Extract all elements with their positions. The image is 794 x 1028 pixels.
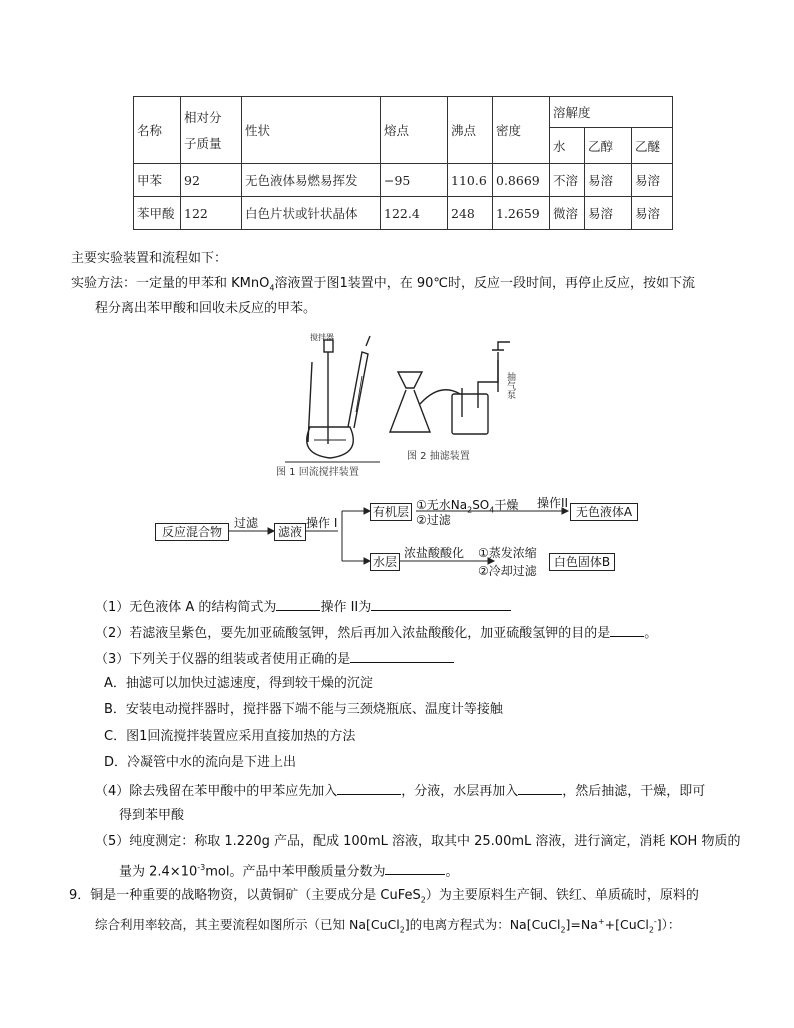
q2-end: 。	[644, 626, 658, 641]
header-solubility: 溶解度	[550, 97, 673, 128]
buchner-funnel	[398, 372, 422, 388]
question-9-cont	[95, 914, 680, 939]
safety-bottle	[452, 394, 488, 434]
flow-product-a: 无色液体A	[570, 503, 638, 521]
pump-label: 抽气泵	[505, 372, 515, 399]
header-melting: 熔点	[381, 97, 448, 164]
cell-ethanol: 易溶	[585, 197, 632, 230]
question-2	[95, 624, 657, 642]
question-5-cont	[119, 860, 458, 880]
figure2-caption: 图 2 抽滤装置	[407, 451, 470, 462]
q5-blank[interactable]	[385, 862, 445, 875]
q2-blank[interactable]	[610, 624, 644, 637]
header-density: 密度	[493, 97, 550, 164]
flow-product-b: 白色固体B	[549, 553, 615, 571]
apparatus-figure	[270, 332, 530, 477]
flow-cool-label: ②冷却过滤	[478, 564, 537, 578]
cell-melting: 122.4	[381, 197, 448, 230]
header-ethanol: 乙醇	[585, 128, 632, 164]
q9-text-b: ）为主要原料生产铜、铁红、单质硫时，原料的	[425, 888, 699, 903]
question-3	[95, 650, 454, 668]
question-1	[95, 598, 511, 616]
q3-text: （3）下列关于仪器的组装或者使用正确的是	[95, 652, 351, 667]
option-b: B．安装电动搅拌器时，搅拌器下端不能与三颈烧瓶底、温度计等接触	[104, 702, 503, 717]
question-4	[95, 782, 705, 800]
q9-sub4: 2	[648, 925, 654, 935]
method-text-a: 实验方法：一定量的甲苯和 KMnO	[71, 276, 270, 291]
q1-text-b: 操作 II为	[320, 600, 372, 615]
flow-aqueous-layer: 水层	[370, 553, 400, 571]
thermometer	[308, 362, 312, 442]
cell-name: 甲苯	[134, 164, 181, 197]
q4-text-c: ，然后抽滤，干燥，即可	[562, 784, 706, 799]
flow-filtrate: 滤液	[274, 523, 306, 541]
figure1-caption: 图 1 回流搅拌装置	[276, 467, 359, 478]
properties-table	[133, 96, 673, 230]
q9-text-e: ]=Na	[565, 917, 598, 933]
header-ether: 乙醚	[632, 128, 673, 164]
question-5: （5）纯度测定：称取 1.220g 产品，配成 100mL 溶液，取其中 25.00mL 溶液，进行滴定，消耗 KOH 物质的	[95, 834, 741, 849]
q9-sup2: -	[653, 917, 657, 926]
q5-sup: -3	[197, 863, 206, 872]
q5-text-c: mol。产品中苯甲酸质量分数为	[205, 864, 386, 880]
cell-boiling: 248	[448, 197, 493, 230]
flow-acidify-label: 浓盐酸酸化	[404, 546, 465, 560]
header-mass-line2: 子质量	[184, 136, 222, 151]
flow-evap-label: ①蒸发浓缩	[478, 546, 537, 560]
flow-filter2-label: ②过滤	[416, 513, 451, 527]
table-row	[134, 197, 673, 230]
header-mass-line1: 相对分	[184, 110, 222, 125]
cell-melting: −95	[381, 164, 448, 197]
cell-density: 0.8669	[493, 164, 550, 197]
option-c: C．图1回流搅拌装置应采用直接加热的方法	[104, 729, 356, 744]
question-9	[69, 888, 699, 909]
q3-blank[interactable]	[350, 650, 454, 663]
dry-sub2: 4	[489, 505, 495, 515]
q4-blank-b[interactable]	[518, 782, 562, 795]
header-mass	[181, 97, 242, 164]
method-continuation: 程分离出苯甲酸和回收未反应的甲苯。	[95, 301, 317, 316]
flow-op2-label: 操作II	[537, 496, 569, 510]
cell-boiling: 110.6	[448, 164, 493, 197]
flow-start: 反应混合物	[155, 523, 229, 541]
intro-text: 主要实验装置和流程如下：	[71, 251, 228, 266]
q5-end: 。	[445, 864, 459, 880]
cell-mass: 92	[181, 164, 242, 197]
q9-text-a: 9．铜是一种重要的战略物资，以黄铜矿（主要成分是 CuFeS	[69, 888, 421, 903]
option-a: A．抽滤可以加快过滤速度，得到较干燥的沉淀	[104, 676, 373, 691]
condenser	[348, 352, 368, 428]
three-neck-flask	[307, 427, 354, 458]
cell-water: 微溶	[550, 197, 585, 230]
header-water: 水	[550, 128, 585, 164]
cell-ether: 易溶	[632, 197, 673, 230]
q4-text-b: ，分液，水层再加入	[401, 784, 519, 799]
q1-blank-a[interactable]	[276, 598, 320, 611]
q9-text-g: ]）：	[656, 917, 681, 933]
q9-text-f: +[CuCl	[604, 917, 649, 933]
q9-text-c: 综合利用率较高，其主要流程如图所示（已知 Na[CuCl	[95, 917, 400, 933]
header-name: 名称	[134, 97, 181, 164]
cell-mass: 122	[181, 197, 242, 230]
q1-blank-b[interactable]	[371, 598, 511, 611]
option-d: D．冷凝管中水的流向是下进上出	[104, 755, 297, 770]
flow-filter-label: 过滤	[234, 516, 259, 530]
header-property: 性状	[242, 97, 381, 164]
q9-sup: +	[597, 917, 605, 926]
q4-blank-a[interactable]	[337, 782, 401, 795]
dry-a: ①无水Na	[416, 498, 468, 512]
dry-sub: 2	[467, 505, 473, 515]
q2-text: （2）若滤液呈紫色，要先加亚硫酸氢钾，然后再加入浓盐酸酸化，加亚硫酸氢钾的目的是	[95, 626, 611, 641]
stirrer-label: 搅拌器	[310, 333, 334, 342]
q9-sub: 2	[420, 895, 426, 905]
q9-sub2: 2	[399, 925, 405, 935]
question-4-cont: 得到苯甲酸	[119, 808, 185, 823]
method-line	[71, 276, 695, 297]
cell-ether: 易溶	[632, 164, 673, 197]
method-text-b: 溶液置于图1装置中，在 90℃时，反应一段时间，再停止反应，按如下流	[274, 276, 695, 291]
q1-text: （1）无色液体 A 的结构简式为	[95, 600, 277, 615]
q4-text-a: （4）除去残留在苯甲酸中的甲苯应先加入	[95, 784, 338, 799]
dry-c: 干燥	[494, 498, 519, 512]
cell-ethanol: 易溶	[585, 164, 632, 197]
table-row	[134, 164, 673, 197]
method-sub: 4	[269, 283, 275, 293]
q5-text-b: 量为 2.4×10	[119, 864, 198, 880]
cell-property: 无色液体易燃易挥发	[242, 164, 381, 197]
cell-property: 白色片状或针状晶体	[242, 197, 381, 230]
flow-organic-layer: 有机层	[370, 503, 412, 521]
header-boiling: 沸点	[448, 97, 493, 164]
q9-text-d: ]的电离方程式为：Na[CuCl	[404, 917, 561, 933]
cell-name: 苯甲酸	[134, 197, 181, 230]
cell-density: 1.2659	[493, 197, 550, 230]
cell-water: 不溶	[550, 164, 585, 197]
dry-b: SO	[472, 498, 490, 512]
q9-sub3: 2	[560, 925, 566, 935]
flow-op1-label: 操作 I	[306, 516, 338, 530]
filter-flask	[390, 390, 430, 432]
